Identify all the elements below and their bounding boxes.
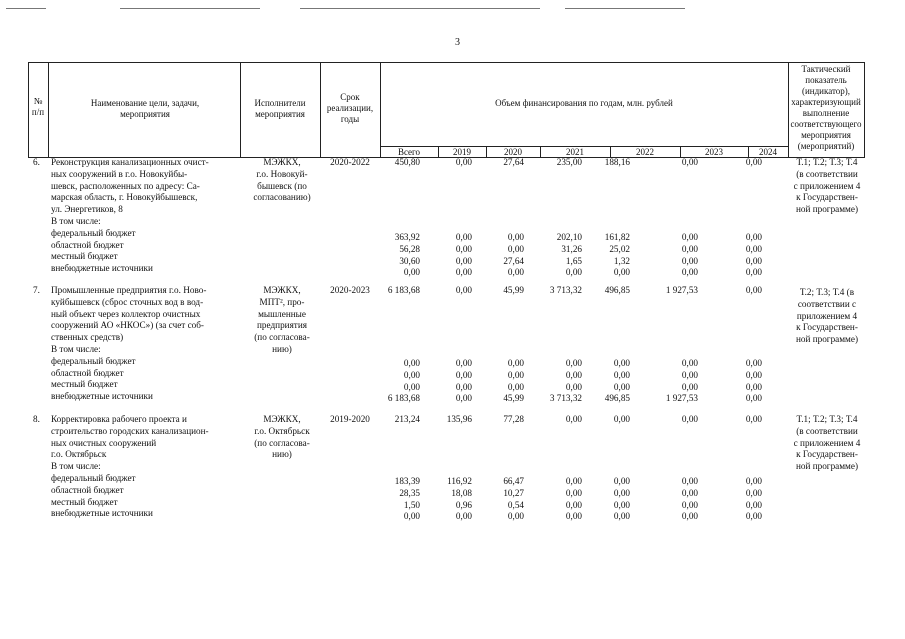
row-total: 213,24 [394,414,420,424]
header-name: Наименование цели, задачи, мероприятия [90,98,200,119]
header-num: № п/п [31,96,45,117]
header-financing: Объем финансирования по годам, млн. рублей [495,98,673,108]
page-number: 3 [455,37,460,48]
header-year-total: Всего [397,147,421,157]
top-rule-right [565,8,685,9]
row-name: Промышленные предприятия г.о. Ново- куйбышевск (сброс сточных вод в вод- ный объект через коллектор очистных сооружений АО «НКОС») (за счет соб- ственных средств) В том числе: федеральный бюджет областной бюджет местный бюджет внебюджетные источники [51,285,207,402]
row-name: Корректировка рабочего проекта и строительство городских канализацион- ных очистных сооружений г.о. Октябрьск В том числе: федеральный бюджет областной бюджет местный бюджет внебюджетные источники [51,414,209,519]
header-year-2022: 2022 [636,147,654,157]
row-term: 2019-2020 [330,414,370,424]
header-year-2021: 2021 [566,147,584,157]
row-executor: МЭЖКХ, г.о. Октябрьск (по согласова- нию) [254,414,310,460]
row-subtotals: 363,92 56,28 30,60 0,00 [394,232,420,278]
header-year-2019: 2019 [453,147,471,157]
row-term: 2020-2022 [330,157,370,167]
header-year-2024: 2024 [759,147,777,157]
row-term: 2020-2023 [330,285,370,295]
header-indicator: Тактический показатель (индикатор), характеризующий выполнение соответствующего мероприятия (мероприятий) [790,64,862,151]
header-executors: Исполнители мероприятия [254,98,306,119]
row-num: 8. [33,414,40,424]
header-year-2023: 2023 [705,147,723,157]
header-year-2020: 2020 [504,147,522,157]
row-indicator: Т.2; Т.3; Т.4 (в соответствии с приложением 4 к Государствен- ной программе) [795,287,859,345]
row-executor: МЭЖКХ, г.о. Новокуй- бышевск (по согласованию) [253,157,311,203]
row-indicator: Т.1; Т.2; Т.3; Т.4 (в соответствии с приложением 4 к Государствен- ной программе) [793,157,861,215]
row-subtotals: 183,39 28,35 1,50 0,00 [394,476,420,522]
row-num: 6. [33,157,40,167]
row-name: Реконструкция канализационных очист- ных сооружений в г.о. Новокуйбы- шевск, расположенных по адресу: Са- марская область, г. Новокуйбышевск, ул. Энергетиков, 8 В том числе: федеральный бюджет областной бюджет местный бюджет внебюджетные источники [51,157,209,274]
top-rule-middle [120,8,260,9]
header-term: Срок реализации, годы [326,92,374,124]
row-indicator: Т.1; Т.2; Т.3; Т.4 (в соответствии с приложением 4 к Государствен- ной программе) [793,414,861,472]
top-rule-center [300,8,540,9]
row-num: 7. [33,285,40,295]
row-subtotals: 0,00 0,00 0,00 6 183,68 [387,358,420,404]
row-total: 6 183,68 [387,285,420,295]
top-rule-left [6,8,46,9]
row-total: 450,80 [394,157,420,167]
row-executor: МЭЖКХ, МПТ², про- мышленные предприятия (по согласова- нию) [254,285,310,354]
